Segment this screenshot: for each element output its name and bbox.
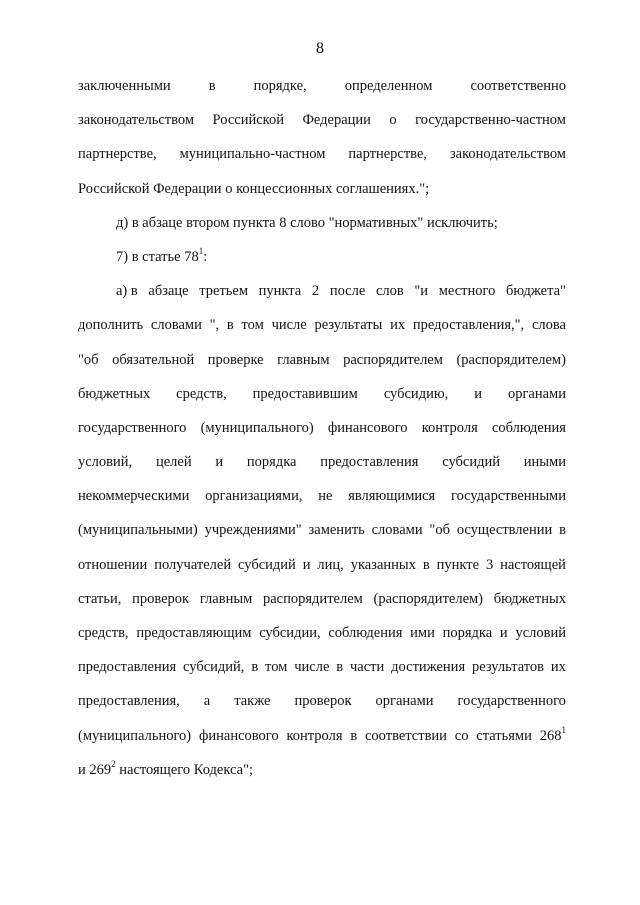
line-text: Российской Федерации о концессионных соглашениях."; <box>78 180 430 197</box>
word: осуществлении <box>456 522 553 539</box>
word: проверок <box>132 590 190 607</box>
word: порядка <box>246 454 297 471</box>
word: условий, <box>78 454 133 471</box>
word: числе <box>271 317 307 334</box>
word: организациями, <box>205 488 303 505</box>
word: указанных <box>350 556 416 573</box>
text-line <box>78 418 566 452</box>
word: предоставления,", <box>412 317 525 334</box>
word: учреждениями" <box>204 522 302 539</box>
word: соблюдения <box>328 625 403 641</box>
word: проверке <box>207 351 264 368</box>
word: (распорядителем) <box>456 351 566 368</box>
word: (муниципального) <box>200 419 314 436</box>
word: проверок <box>294 693 352 710</box>
word: средств, <box>176 385 227 402</box>
line-text: д) в абзаце втором пункта 8 слово "нормативных" исключить; <box>116 214 498 231</box>
word: предоставившим <box>252 385 358 402</box>
word: финансового <box>327 419 408 436</box>
word: государственными <box>450 488 566 505</box>
word: в <box>559 522 566 539</box>
superscript: 1 <box>198 246 204 257</box>
word: партнерстве, <box>78 146 157 163</box>
word: местного <box>438 283 496 300</box>
word: являющимися <box>348 488 436 505</box>
text-line <box>78 589 566 623</box>
word: распорядителем <box>343 351 443 368</box>
word: а <box>203 693 211 710</box>
word: органами <box>507 385 566 402</box>
word: соответствии <box>365 727 447 744</box>
word: в <box>226 317 234 334</box>
word: достижения <box>391 659 466 676</box>
document-body <box>78 76 566 794</box>
word: в <box>208 78 216 94</box>
text-line <box>78 179 566 213</box>
word: субсидий <box>238 556 296 573</box>
word: (муниципального) <box>78 727 192 744</box>
text-line <box>78 144 566 178</box>
text-line <box>78 760 566 794</box>
word: субсидий <box>442 454 500 471</box>
word: партнерстве, <box>348 146 428 163</box>
word: бюджетных <box>78 385 151 402</box>
word: финансового <box>198 727 279 744</box>
word: субсидии, <box>259 625 321 641</box>
text-line <box>78 657 566 691</box>
word: распорядителем <box>263 590 363 607</box>
word: числе <box>294 659 330 676</box>
word: заключенными <box>78 78 171 94</box>
word: (распорядителем) <box>373 590 484 607</box>
word: лиц, <box>317 556 344 573</box>
word: их <box>550 659 566 676</box>
word: пункте <box>436 556 480 573</box>
text-line <box>78 452 566 486</box>
word: абзаце <box>148 283 189 300</box>
text-line <box>78 555 566 589</box>
word: контроля <box>286 727 343 744</box>
word: и <box>215 454 224 471</box>
superscript: 1 <box>561 724 566 735</box>
word: слов <box>375 283 404 300</box>
word: том <box>241 317 264 334</box>
word: статьями <box>476 727 532 744</box>
text-line <box>78 281 566 315</box>
word: "об <box>78 351 99 368</box>
word: в <box>422 556 430 573</box>
text-line <box>78 110 566 144</box>
page-number: 8 <box>316 40 324 57</box>
word: и <box>302 556 311 573</box>
word: слова <box>531 317 566 334</box>
word: отношении <box>78 556 148 573</box>
word: дополнить <box>78 317 144 334</box>
word: средств, <box>78 625 129 641</box>
word: также <box>234 693 271 710</box>
word: субсидию, <box>383 385 449 402</box>
word: некоммерческими <box>78 488 190 505</box>
word: соблюдения <box>491 419 566 436</box>
text-line <box>78 520 566 554</box>
word: результатов <box>472 659 545 676</box>
line-text-tail: настоящего Кодекса"; <box>115 761 254 778</box>
word: получателей <box>154 556 232 573</box>
word: "об <box>429 522 450 539</box>
text-line <box>78 726 566 760</box>
word: (муниципальными) <box>78 522 198 539</box>
word: ", <box>209 317 220 334</box>
text-line <box>78 623 566 657</box>
word: заменить <box>308 522 365 539</box>
word: бюджета" <box>505 283 566 300</box>
word: законодательством <box>78 112 195 129</box>
word: контроля <box>421 419 478 436</box>
word: бюджетных <box>493 590 566 607</box>
word: главным <box>199 590 253 607</box>
line-text: 7) в статье 78 <box>116 248 199 265</box>
text-line <box>78 384 566 418</box>
word: части <box>350 659 385 676</box>
word: $268^1$ <box>539 724 566 744</box>
word: Федерации <box>302 112 371 129</box>
word: "и <box>414 283 429 300</box>
word: в <box>336 659 344 676</box>
word: а) в <box>116 283 138 300</box>
text-line <box>78 691 566 725</box>
word: и <box>474 385 483 402</box>
word: со <box>454 727 469 744</box>
word: словами <box>150 317 202 334</box>
word: соответственно <box>470 78 566 94</box>
word: главным <box>277 351 330 368</box>
word: государственного <box>78 419 187 436</box>
word: о <box>389 112 397 129</box>
word: муниципально-частном <box>179 146 326 163</box>
word: 3 <box>485 556 494 573</box>
text-line <box>78 213 566 247</box>
word: не <box>318 488 333 505</box>
word: законодательством <box>449 146 566 163</box>
word: ими <box>410 625 435 641</box>
word: после <box>329 283 366 300</box>
word: порядка <box>442 625 493 641</box>
word: предоставления, <box>78 693 180 710</box>
word: Российской <box>212 112 284 129</box>
word: предоставляющим <box>136 625 252 641</box>
word: субсидий, <box>183 659 245 676</box>
word: иными <box>523 454 566 471</box>
word: результаты <box>314 317 383 334</box>
text-line <box>78 486 566 520</box>
word: условий <box>515 625 566 641</box>
word: статьи, <box>78 590 122 607</box>
word: определенном <box>344 78 433 94</box>
text-line <box>78 247 566 281</box>
line-text: и 269 <box>78 761 112 778</box>
word: пункта <box>258 283 302 300</box>
line-text-tail: : <box>203 248 208 265</box>
superscript: 2 <box>111 758 116 769</box>
word: и <box>499 625 508 641</box>
word: в <box>350 727 358 744</box>
word: предоставления <box>78 659 177 676</box>
word: их <box>390 317 406 334</box>
word: в <box>251 659 259 676</box>
word: целей <box>155 454 192 471</box>
word: словами <box>371 522 423 539</box>
text-line <box>78 350 566 384</box>
word: том <box>265 659 288 676</box>
word: государственно-частном <box>415 112 566 129</box>
word: предоставления <box>320 454 419 471</box>
word: государственного <box>457 693 566 710</box>
word: обязательной <box>112 351 195 368</box>
word: третьем <box>199 283 249 300</box>
text-line <box>78 76 566 110</box>
word: настоящей <box>500 556 566 573</box>
word: 2 <box>311 283 320 300</box>
text-line <box>78 315 566 349</box>
word: порядке, <box>253 78 307 94</box>
word: органами <box>375 693 434 710</box>
